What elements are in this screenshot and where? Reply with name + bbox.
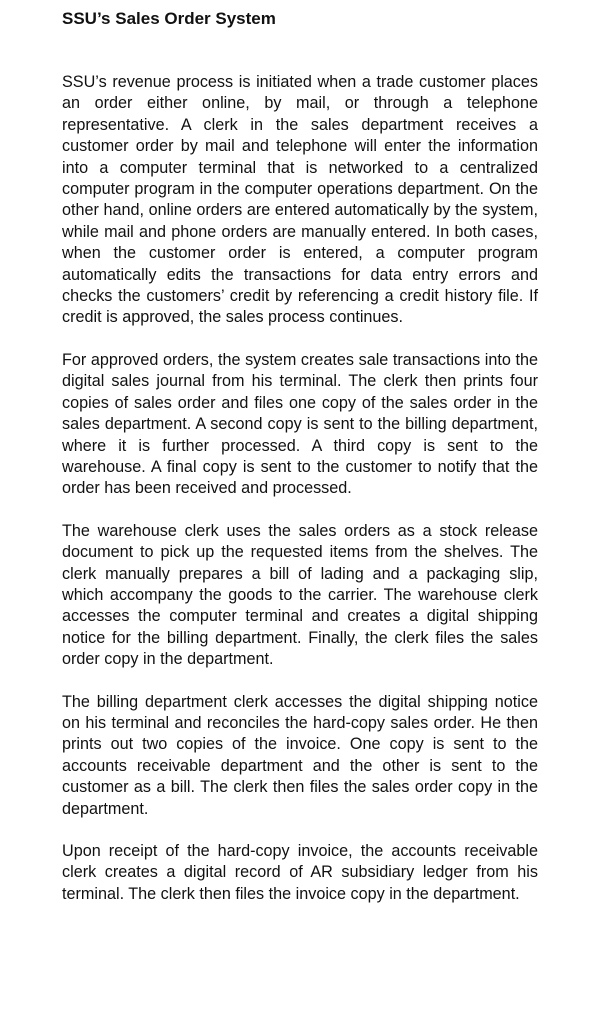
- paragraph-approved-orders: For approved orders, the system creates sale transactions into the digital sales journal from his terminal. The clerk then prints four copies of sales order and files one copy of the sales order in the sales department. A second copy is sent to the billing department, where it is further processed. A third copy is sent to the warehouse. A final copy is sent to the customer to notify that the order has been received and processed.: [62, 350, 538, 498]
- paragraph-revenue-process: SSU’s revenue process is initiated when a trade customer places an order either online, by mail, or through a telephone representative. A clerk in the sales department receives a customer order by mail and telephone will enter the information into a computer terminal that is networked to a centralized computer program in the computer operations department. On the other hand, online orders are entered automatically by the system, while mail and phone orders are manually entered. In both cases, when the customer order is entered, a computer program automatically edits the transactions for data entry errors and checks the customers’ credit by referencing a credit history file. If credit is approved, the sales process continues.: [62, 73, 538, 327]
- paragraph-billing-clerk: The billing department clerk accesses the digital shipping notice on his terminal and reconciles the hard-copy sales order. He then prints out two copies of the invoice. One copy is sent to the accounts receivable department and the other is sent to the customer as a bill. The clerk then files the sales order copy in the department.: [62, 692, 538, 818]
- document-title: SSU’s Sales Order System: [62, 9, 276, 28]
- paragraph-accounts-receivable: Upon receipt of the hard-copy invoice, the accounts receivable clerk creates a digital record of AR subsidiary ledger from his terminal. The clerk then files the invoice copy in the department.: [62, 842, 538, 903]
- paragraph-warehouse-clerk: The warehouse clerk uses the sales orders as a stock release document to pick up the requested items from the shelves. The clerk manually prepares a bill of lading and a packaging slip, which accompany the goods to the carrier. The warehouse clerk accesses the computer terminal and creates a digital shipping notice for the billing department. Finally, the clerk files the sales order copy in the department.: [62, 521, 538, 669]
- document-page: [62, 8, 538, 905]
